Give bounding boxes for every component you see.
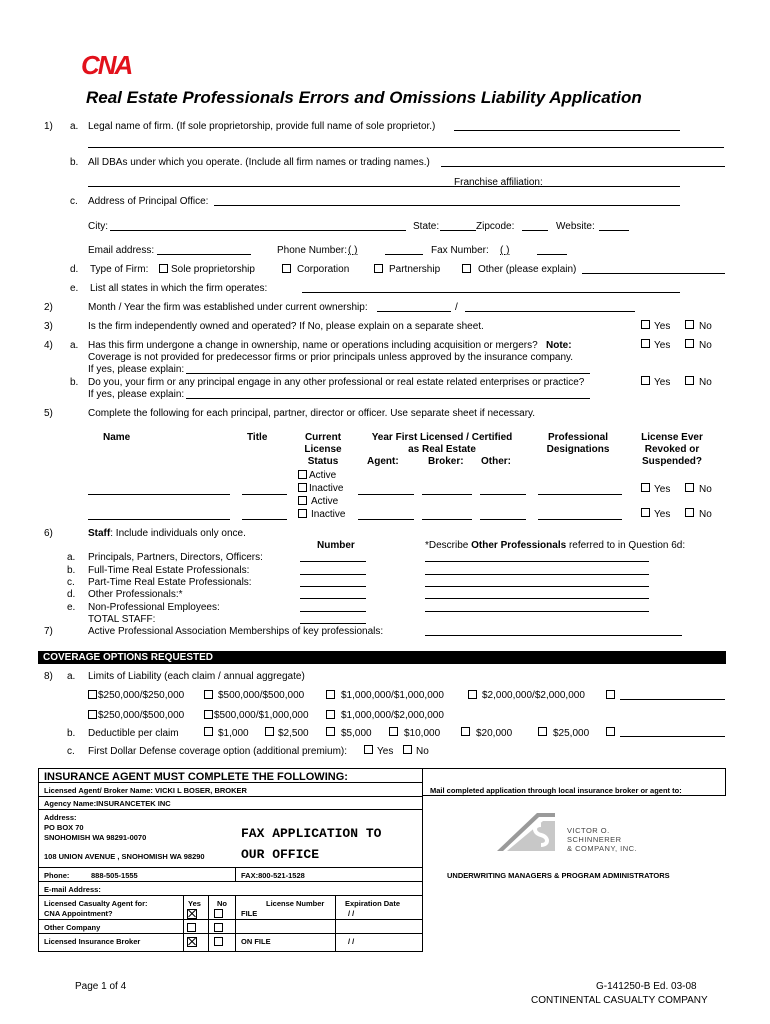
deductible-25000-label: $25,000 bbox=[553, 728, 590, 739]
licensed-broker-label: Licensed Insurance Broker bbox=[44, 937, 141, 946]
q1a-letter: a. bbox=[70, 121, 79, 132]
phone-fax-divider bbox=[235, 867, 236, 882]
q6b-number[interactable] bbox=[300, 574, 366, 575]
address-field[interactable] bbox=[214, 205, 680, 206]
cna-appt-yes-checked[interactable] bbox=[187, 909, 197, 919]
other-firm-checkbox[interactable] bbox=[462, 264, 471, 273]
revoked-yes-label-1: Yes bbox=[654, 484, 671, 495]
q1e-letter: e. bbox=[70, 283, 79, 294]
email-field[interactable] bbox=[157, 254, 251, 255]
col-expiration: Expiration Date bbox=[345, 899, 401, 908]
q8b-text: Deductible per claim bbox=[88, 728, 179, 739]
q8a-text: Limits of Liability (each claim / annual aggregate) bbox=[88, 671, 305, 682]
fdd-yes-checkbox[interactable] bbox=[364, 745, 373, 754]
fdd-yes-label: Yes bbox=[377, 746, 394, 757]
fax-field-line[interactable] bbox=[537, 254, 567, 255]
col-status bbox=[298, 432, 348, 468]
schinnerer-line-2: SCHINNERER bbox=[567, 835, 622, 844]
other-firm-label: Other (please explain) bbox=[478, 264, 577, 275]
state-label: State: bbox=[413, 221, 440, 232]
other-co-yes-checkbox[interactable] bbox=[187, 923, 196, 932]
q8a-letter: a. bbox=[67, 671, 76, 682]
broker-year-2[interactable] bbox=[422, 519, 472, 520]
phone-field[interactable]: ( ) bbox=[348, 245, 358, 256]
state-field[interactable] bbox=[440, 230, 476, 231]
limit-500-500-checkbox[interactable] bbox=[204, 690, 213, 699]
describe-line bbox=[425, 540, 685, 551]
limit-500-1m-checkbox[interactable] bbox=[204, 710, 213, 719]
col-revoked-2: Revoked or bbox=[644, 444, 700, 455]
q6e-letter: e. bbox=[67, 602, 76, 613]
total-staff-label: TOTAL STAFF: bbox=[88, 614, 156, 625]
q4a-explain-field[interactable] bbox=[186, 373, 590, 374]
col-prof bbox=[538, 432, 618, 456]
col-revoked-1: License Ever bbox=[641, 432, 703, 443]
describe-line-4[interactable] bbox=[425, 598, 649, 599]
fdd-no-checkbox[interactable] bbox=[403, 745, 412, 754]
form-number: G-141250-B Ed. 03-08 bbox=[596, 981, 697, 992]
casualty-label: Licensed Casualty Agent for: bbox=[44, 899, 148, 908]
agent-divider-8 bbox=[38, 933, 423, 934]
q2-text: Month / Year the firm was established under current ownership: bbox=[88, 302, 368, 313]
agent-address-block bbox=[44, 813, 146, 843]
describe-line-3[interactable] bbox=[425, 586, 649, 587]
agent-divider-7 bbox=[38, 919, 423, 920]
franchise-field[interactable] bbox=[88, 186, 680, 187]
other-year-2[interactable] bbox=[480, 519, 526, 520]
principal-title-2[interactable] bbox=[242, 519, 287, 520]
inactive-checkbox-1[interactable] bbox=[298, 483, 307, 492]
q2-num: 2) bbox=[44, 302, 53, 313]
describe-rest: referred to in Question 6d: bbox=[568, 540, 686, 551]
q6e-text: Non-Professional Employees: bbox=[88, 602, 220, 613]
underwriting-note: UNDERWRITING MANAGERS & PROGRAM ADMINISTRATORS bbox=[447, 871, 670, 880]
fdd-no-label: No bbox=[416, 746, 429, 757]
col-status-1: Current bbox=[304, 432, 342, 443]
website-label: Website: bbox=[556, 221, 595, 232]
q6c-letter: c. bbox=[67, 577, 75, 588]
col-status-2: License bbox=[304, 444, 342, 455]
deductible-other-checkbox[interactable] bbox=[606, 727, 615, 736]
describe-line-5[interactable] bbox=[425, 611, 649, 612]
q1b-text: All DBAs under which you operate. (Include all firm names or trading names.) bbox=[88, 157, 430, 168]
col-revoked-3: Suspended? bbox=[641, 456, 702, 467]
col-year-1: Year First Licensed / Certified bbox=[371, 432, 513, 443]
q3-no-checkbox[interactable] bbox=[685, 320, 694, 329]
limit-500-500-label: $500,000/$500,000 bbox=[218, 690, 305, 701]
address-line-3: 108 UNION AVENUE , SNOHOMISH WA 98290 bbox=[44, 852, 205, 861]
describe-line-1[interactable] bbox=[425, 561, 649, 562]
city-label: City: bbox=[88, 221, 108, 232]
schinnerer-line-1: VICTOR O. bbox=[567, 826, 610, 835]
website-field[interactable] bbox=[599, 230, 629, 231]
agent-divider-4 bbox=[38, 867, 423, 868]
principal-name-2[interactable] bbox=[88, 519, 230, 520]
q8c-text: First Dollar Defense coverage option (additional premium): bbox=[88, 746, 348, 757]
agent-divider-5 bbox=[38, 881, 423, 882]
revoked-yes-checkbox-2[interactable] bbox=[641, 508, 650, 517]
phone-label-agent: Phone: bbox=[44, 871, 70, 880]
address-label: Address: bbox=[44, 813, 77, 822]
number-heading: Number bbox=[317, 540, 355, 551]
sole-prop-label: Sole proprietorship bbox=[171, 264, 255, 275]
broker-no-checkbox[interactable] bbox=[214, 937, 223, 946]
grid-v4 bbox=[335, 895, 336, 952]
deductible-5000-checkbox[interactable] bbox=[326, 727, 335, 736]
limit-250-250-checkbox[interactable] bbox=[88, 690, 97, 699]
grid-v2 bbox=[208, 895, 209, 952]
fax-label: Fax Number: bbox=[431, 245, 489, 256]
col-prof-2: Designations bbox=[546, 444, 610, 455]
deductible-20000-checkbox[interactable] bbox=[461, 727, 470, 736]
limit-other-field[interactable] bbox=[620, 699, 725, 700]
fax-app-line-1: FAX APPLICATION TO bbox=[241, 826, 382, 841]
q6b-letter: b. bbox=[67, 565, 76, 576]
deductible-1000-checkbox[interactable] bbox=[204, 727, 213, 736]
q6c-number[interactable] bbox=[300, 586, 366, 587]
sole-prop-checkbox[interactable] bbox=[159, 264, 168, 273]
deductible-2500-checkbox[interactable] bbox=[265, 727, 274, 736]
q3-yes-label: Yes bbox=[654, 321, 671, 332]
q8-num: 8) bbox=[44, 671, 53, 682]
agent-year-1[interactable] bbox=[358, 494, 414, 495]
inactive-checkbox-2[interactable] bbox=[298, 509, 307, 518]
q1d-text: Type of Firm: bbox=[90, 264, 149, 275]
agent-phone: 888-505-1555 bbox=[91, 871, 138, 880]
col-broker: Broker: bbox=[428, 456, 464, 467]
describe-bold: Other Professionals bbox=[471, 540, 567, 551]
page-number: Page 1 of 4 bbox=[75, 981, 127, 992]
revoked-no-checkbox-2[interactable] bbox=[685, 508, 694, 517]
col-title: Title bbox=[247, 432, 268, 443]
q4b-yes-checkbox[interactable] bbox=[641, 376, 650, 385]
cna-exp-value: / / bbox=[348, 909, 355, 918]
revoked-no-checkbox-1[interactable] bbox=[685, 483, 694, 492]
agent-year-2[interactable] bbox=[358, 519, 414, 520]
cna-appt-no-checkbox[interactable] bbox=[214, 909, 223, 918]
broker-license-value: ON FILE bbox=[241, 937, 271, 946]
q6-num: 6) bbox=[44, 528, 53, 539]
q6a-number[interactable] bbox=[300, 561, 366, 562]
col-name: Name bbox=[103, 432, 131, 443]
inactive-label-1: Inactive bbox=[309, 483, 344, 494]
describe-line-2[interactable] bbox=[425, 574, 649, 575]
deductible-20000-label: $20,000 bbox=[476, 728, 513, 739]
col-license-number: License Number bbox=[266, 899, 325, 908]
q8b-letter: b. bbox=[67, 728, 76, 739]
schinnerer-line-3: & COMPANY, INC. bbox=[567, 844, 638, 853]
revoked-no-label-1: No bbox=[699, 484, 712, 495]
q6d-letter: d. bbox=[67, 589, 76, 600]
q6e-number[interactable] bbox=[300, 611, 366, 612]
q1c-text: Address of Principal Office: bbox=[88, 196, 209, 207]
agent-divider-1 bbox=[38, 782, 423, 783]
q4a-letter: a. bbox=[70, 340, 79, 351]
partnership-label: Partnership bbox=[389, 264, 441, 275]
col-status-3: Status bbox=[307, 456, 339, 467]
limit-2m-2m-label: $2,000,000/$2,000,000 bbox=[482, 690, 585, 701]
col-yes: Yes bbox=[188, 899, 201, 908]
q6b-text: Full-Time Real Estate Professionals: bbox=[88, 565, 250, 576]
col-no: No bbox=[217, 899, 227, 908]
principal-title-1[interactable] bbox=[242, 494, 287, 495]
cna-logo: CNA bbox=[81, 50, 132, 80]
col-year-2: as Real Estate bbox=[408, 444, 476, 455]
revoked-yes-checkbox-1[interactable] bbox=[641, 483, 650, 492]
schinnerer-name bbox=[567, 826, 637, 853]
limit-1m-1m-label: $1,000,000/$1,000,000 bbox=[341, 690, 444, 701]
q4b-no-label: No bbox=[699, 377, 712, 388]
limit-2m-2m-checkbox[interactable] bbox=[468, 690, 477, 699]
other-firm-field[interactable] bbox=[582, 273, 725, 274]
q3-text: Is the firm independently owned and operated? If No, please explain on a separate sheet. bbox=[88, 321, 484, 332]
q6d-text: Other Professionals:* bbox=[88, 589, 183, 600]
deductible-5000-label: $5,000 bbox=[341, 728, 372, 739]
coverage-bar: COVERAGE OPTIONS REQUESTED bbox=[38, 651, 726, 664]
q4b-explain-field[interactable] bbox=[186, 398, 590, 399]
q4a-no-checkbox[interactable] bbox=[685, 339, 694, 348]
agent-fax: FAX:800-521-1528 bbox=[241, 871, 305, 880]
q4a-yes-label: Yes bbox=[654, 340, 671, 351]
limit-other-checkbox[interactable] bbox=[606, 690, 615, 699]
deductible-2500-label: $2,500 bbox=[278, 728, 309, 739]
revoked-yes-label-2: Yes bbox=[654, 509, 671, 520]
company-name: CONTINENTAL CASUALTY COMPANY bbox=[531, 995, 708, 1006]
fax-application-note bbox=[241, 823, 381, 865]
col-other: Other: bbox=[481, 456, 511, 467]
col-revoked bbox=[636, 432, 708, 468]
deductible-other-field[interactable] bbox=[620, 736, 725, 737]
limit-1m-1m-checkbox[interactable] bbox=[326, 690, 335, 699]
legal-name-field[interactable] bbox=[454, 130, 680, 131]
q4a-no-label: No bbox=[699, 340, 712, 351]
q6a-text: Principals, Partners, Directors, Officers: bbox=[88, 552, 263, 563]
fax-app-line-2: OUR OFFICE bbox=[241, 847, 320, 862]
broker-exp-value: / / bbox=[348, 937, 355, 946]
page-title: Real Estate Professionals Errors and Omissions Liability Application bbox=[86, 88, 642, 107]
phone-field-line[interactable] bbox=[385, 254, 423, 255]
q4b-text: Do you, your firm or any principal engage in any other professional or real estate related enterprises or practice? bbox=[88, 377, 585, 388]
cna-appointment-label: CNA Appointment? bbox=[44, 909, 113, 918]
q4-note-label: Note: bbox=[546, 340, 572, 351]
describe-label: *Describe bbox=[425, 540, 469, 551]
fax-field[interactable]: ( ) bbox=[500, 245, 510, 256]
q5-num: 5) bbox=[44, 408, 53, 419]
deductible-25000-checkbox[interactable] bbox=[538, 727, 547, 736]
q3-num: 3) bbox=[44, 321, 53, 332]
total-staff-number[interactable] bbox=[300, 623, 366, 624]
other-year-1[interactable] bbox=[480, 494, 526, 495]
q5-text: Complete the following for each principal, partner, director or officer. Use separate sheet if necessary. bbox=[88, 408, 536, 419]
staff-text: : Include individuals only once. bbox=[110, 528, 246, 539]
staff-line bbox=[88, 528, 246, 539]
revoked-no-label-2: No bbox=[699, 509, 712, 520]
q8c-letter: c. bbox=[67, 746, 75, 757]
limit-1m-2m-label: $1,000,000/$2,000,000 bbox=[341, 710, 444, 721]
limit-250-500-label: $250,000/$500,000 bbox=[98, 710, 185, 721]
q1-num: 1) bbox=[44, 121, 53, 132]
limit-1m-2m-checkbox[interactable] bbox=[326, 710, 335, 719]
memberships-field[interactable] bbox=[425, 635, 682, 636]
legal-name-field-2[interactable] bbox=[88, 147, 724, 148]
corporation-label: Corporation bbox=[297, 264, 350, 275]
other-company-label: Other Company bbox=[44, 923, 101, 932]
q1e-text: List all states in which the firm operates: bbox=[90, 283, 268, 294]
q6d-number[interactable] bbox=[300, 598, 366, 599]
q4b-no-checkbox[interactable] bbox=[685, 376, 694, 385]
designations-2[interactable] bbox=[538, 519, 622, 520]
schinnerer-logo-mark bbox=[497, 811, 557, 855]
q4a-yes-checkbox[interactable] bbox=[641, 339, 650, 348]
col-agent: Agent: bbox=[367, 456, 399, 467]
zip-label: Zipcode: bbox=[476, 221, 515, 232]
q7-text: Active Professional Association Memberships of key professionals: bbox=[88, 626, 384, 637]
q1a-text: Legal name of firm. (If sole proprietorship, provide full name of sole proprietor.) bbox=[88, 121, 436, 132]
deductible-1000-label: $1,000 bbox=[218, 728, 249, 739]
address-line-1: PO BOX 70 bbox=[44, 823, 84, 832]
q4b-letter: b. bbox=[70, 377, 79, 388]
limit-500-1m-label: $500,000/$1,000,000 bbox=[214, 710, 309, 721]
active-checkbox-1[interactable] bbox=[298, 470, 307, 479]
deductible-10000-checkbox[interactable] bbox=[389, 727, 398, 736]
active-label-2: Active bbox=[311, 496, 339, 507]
partnership-checkbox[interactable] bbox=[374, 264, 383, 273]
q4a-text: Has this firm undergone a change in ownership, name or operations including acquisition or mergers? bbox=[88, 340, 538, 351]
q1c-letter: c. bbox=[70, 196, 78, 207]
q4-num: 4) bbox=[44, 340, 53, 351]
year-field[interactable] bbox=[465, 311, 635, 312]
active-checkbox-2[interactable] bbox=[298, 496, 307, 505]
q4a-explain-label: If yes, please explain: bbox=[88, 364, 185, 375]
inactive-label-2: Inactive bbox=[311, 509, 346, 520]
address-line-2: SNOHOMISH WA 98291-0070 bbox=[44, 833, 147, 842]
agency-name: Agency Name:INSURANCETEK INC bbox=[44, 799, 171, 808]
col-prof-1: Professional bbox=[547, 432, 609, 443]
q3-no-label: No bbox=[699, 321, 712, 332]
zip-field[interactable] bbox=[522, 230, 548, 231]
mail-note: Mail completed application through local insurance broker or agent to: bbox=[430, 786, 682, 795]
grid-v3 bbox=[235, 895, 236, 952]
agent-divider-3 bbox=[38, 809, 423, 810]
col-year bbox=[358, 432, 526, 456]
deductible-10000-label: $10,000 bbox=[404, 728, 441, 739]
city-field[interactable] bbox=[110, 230, 406, 231]
q4b-yes-label: Yes bbox=[654, 377, 671, 388]
broker-year-1[interactable] bbox=[422, 494, 472, 495]
cna-license-value: FILE bbox=[241, 909, 258, 918]
month-field[interactable] bbox=[377, 311, 451, 312]
other-co-no-checkbox[interactable] bbox=[214, 923, 223, 932]
agent-divider-2 bbox=[38, 796, 423, 797]
q7-num: 7) bbox=[44, 626, 53, 637]
q1b-letter: b. bbox=[70, 157, 79, 168]
broker-yes-checked[interactable] bbox=[187, 937, 197, 947]
agent-divider-6 bbox=[38, 895, 423, 896]
email-label: Email address: bbox=[88, 245, 155, 256]
q3-yes-checkbox[interactable] bbox=[641, 320, 650, 329]
phone-label: Phone Number: bbox=[277, 245, 348, 256]
corporation-checkbox[interactable] bbox=[282, 264, 291, 273]
staff-label: Staff bbox=[88, 528, 111, 539]
franchise-label: Franchise affiliation: bbox=[454, 177, 543, 188]
states-field[interactable] bbox=[302, 292, 680, 293]
limit-250-250-label: $250,000/$250,000 bbox=[98, 690, 185, 701]
active-label-1: Active bbox=[309, 470, 337, 481]
agent-heading: INSURANCE AGENT MUST COMPLETE THE FOLLOWING: bbox=[44, 771, 348, 783]
limit-250-500-checkbox[interactable] bbox=[88, 710, 97, 719]
dba-field[interactable] bbox=[441, 166, 725, 167]
q2-slash: / bbox=[455, 302, 458, 313]
designations-1[interactable] bbox=[538, 494, 622, 495]
q1d-letter: d. bbox=[70, 264, 79, 275]
licensed-agent: Licensed Agent/ Broker Name: VICKI L BOSER, BROKER bbox=[44, 786, 247, 795]
q6c-text: Part-Time Real Estate Professionals: bbox=[88, 577, 252, 588]
q4-note-text: Coverage is not provided for predecessor firms or prior principals unless approved by the insurance company. bbox=[88, 352, 574, 363]
principal-name-1[interactable] bbox=[88, 494, 230, 495]
q4b-explain-label: If yes, please explain: bbox=[88, 389, 185, 400]
grid-v1 bbox=[183, 895, 184, 952]
agent-email: E-mail Address: bbox=[44, 885, 101, 894]
q6a-letter: a. bbox=[67, 552, 76, 563]
